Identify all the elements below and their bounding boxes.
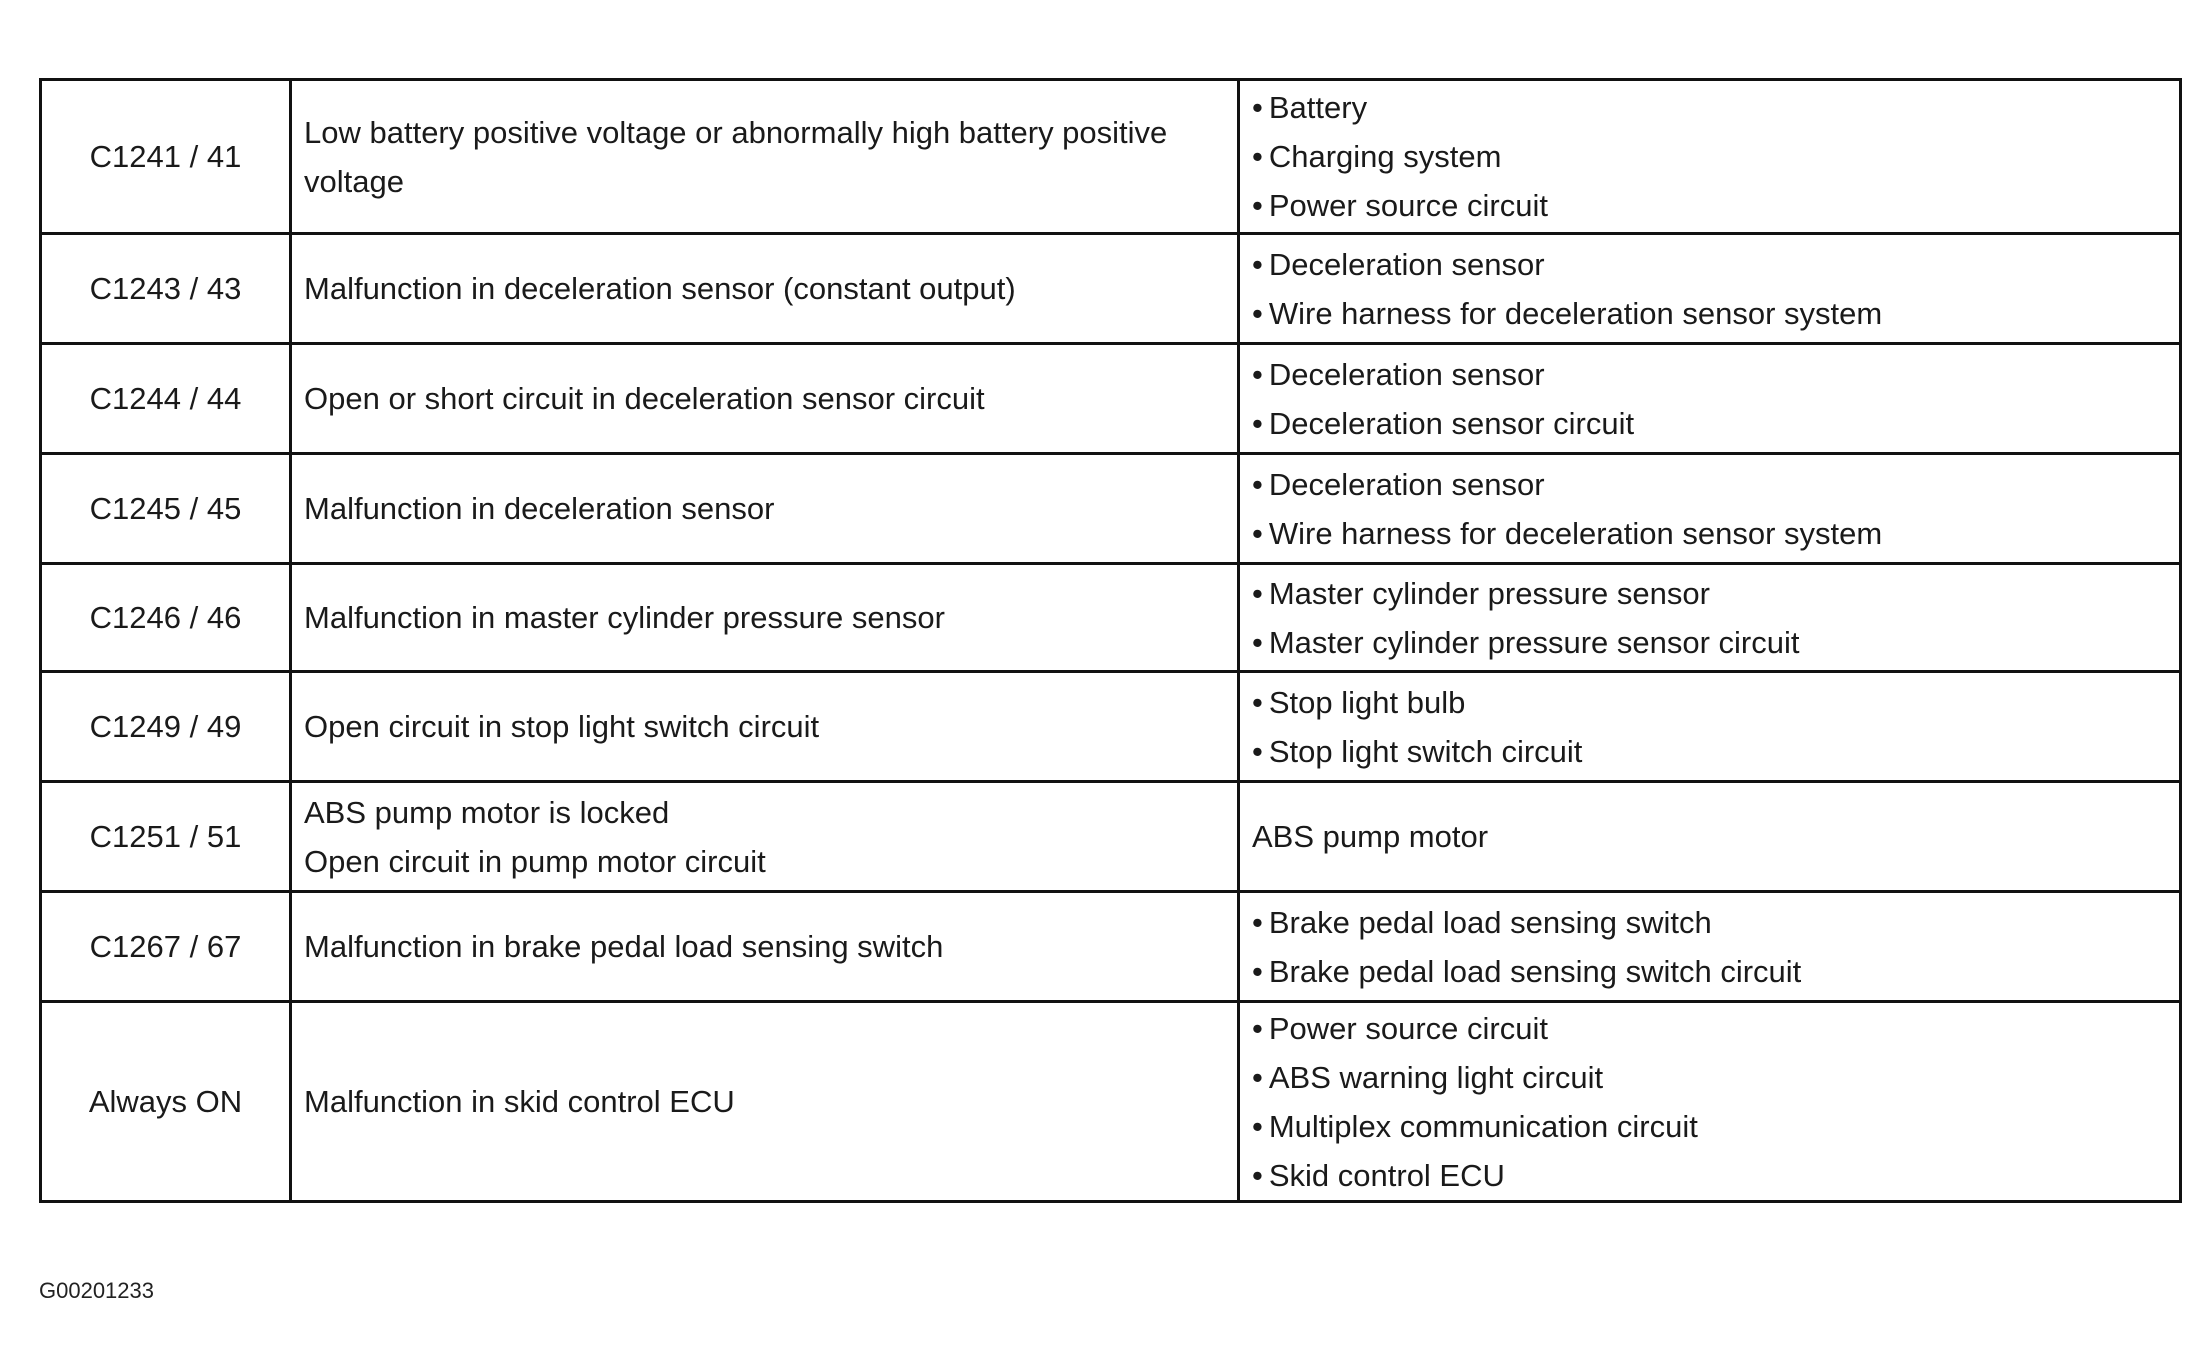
trouble-description-cell xyxy=(291,80,1239,234)
trouble-description-line: Open or short circuit in deceleration sensor circuit xyxy=(304,381,985,416)
trouble-description-cell xyxy=(291,344,1239,454)
trouble-area-cell xyxy=(1239,564,2181,672)
table-row xyxy=(41,564,2181,672)
trouble-area-cell xyxy=(1239,234,2181,344)
dtc-code-cell: C1246 / 46 xyxy=(41,564,291,672)
trouble-area-list xyxy=(1252,1004,2167,1200)
trouble-area-list xyxy=(1252,569,2167,667)
diagnostic-trouble-code-table xyxy=(39,78,2182,1203)
trouble-description-cell xyxy=(291,564,1239,672)
trouble-area-cell xyxy=(1239,672,2181,782)
trouble-area-cell xyxy=(1239,454,2181,564)
table-row xyxy=(41,344,2181,454)
trouble-area-item: • Stop light bulb xyxy=(1252,678,2167,727)
trouble-area-item: • Charging system xyxy=(1252,132,2167,181)
trouble-area-item: • Deceleration sensor xyxy=(1252,460,2167,509)
trouble-description-cell xyxy=(291,1002,1239,1202)
trouble-area-list xyxy=(1252,240,2167,338)
table-row xyxy=(41,454,2181,564)
trouble-description-line: Malfunction in deceleration sensor xyxy=(304,491,775,526)
trouble-description-line: Low battery positive voltage or abnormally high battery positive xyxy=(304,114,1168,150)
trouble-description-cell xyxy=(291,454,1239,564)
trouble-area-item: • Power source circuit xyxy=(1252,181,2167,230)
trouble-area-item: • Deceleration sensor xyxy=(1252,240,2167,289)
dtc-code-cell: C1249 / 49 xyxy=(41,672,291,782)
dtc-table-sheet xyxy=(39,78,2179,1203)
trouble-area-text: ABS pump motor xyxy=(1252,819,1489,854)
trouble-area-item: • Battery xyxy=(1252,83,2167,132)
trouble-area-item: • Power source circuit xyxy=(1252,1004,2167,1053)
trouble-area-item: • Master cylinder pressure sensor xyxy=(1252,569,2167,618)
trouble-area-list xyxy=(1252,898,2167,996)
table-row xyxy=(41,80,2181,234)
trouble-area-item: • Skid control ECU xyxy=(1252,1151,2167,1200)
table-row xyxy=(41,672,2181,782)
table-row xyxy=(41,782,2181,892)
dtc-code-cell: C1244 / 44 xyxy=(41,344,291,454)
table-row xyxy=(41,892,2181,1002)
table-row xyxy=(41,234,2181,344)
trouble-area-list xyxy=(1252,460,2167,558)
trouble-area-item: • ABS warning light circuit xyxy=(1252,1053,2167,1102)
trouble-description-cell xyxy=(291,234,1239,344)
trouble-area-list xyxy=(1252,83,2167,230)
trouble-area-item: • Master cylinder pressure sensor circuit xyxy=(1252,618,2167,667)
trouble-description-line: Open circuit in pump motor circuit xyxy=(304,843,766,879)
trouble-description-cell xyxy=(291,892,1239,1002)
trouble-area-item: • Wire harness for deceleration sensor system xyxy=(1252,289,2167,338)
dtc-code-cell: C1251 / 51 xyxy=(41,782,291,892)
trouble-area-item: • Brake pedal load sensing switch circuit xyxy=(1252,947,2167,996)
trouble-description-line: Malfunction in skid control ECU xyxy=(304,1084,735,1119)
table-row xyxy=(41,1002,2181,1202)
dtc-code-cell: C1241 / 41 xyxy=(41,80,291,234)
trouble-area-item: • Brake pedal load sensing switch xyxy=(1252,898,2167,947)
trouble-area-item: • Stop light switch circuit xyxy=(1252,727,2167,776)
trouble-description-line: ABS pump motor is locked xyxy=(304,794,670,830)
trouble-area-list xyxy=(1252,350,2167,448)
trouble-area-item: • Multiplex communication circuit xyxy=(1252,1102,2167,1151)
trouble-area-cell xyxy=(1239,1002,2181,1202)
trouble-area-item: • Deceleration sensor circuit xyxy=(1252,399,2167,448)
trouble-description-line: Malfunction in brake pedal load sensing switch xyxy=(304,929,944,964)
dtc-code-cell: Always ON xyxy=(41,1002,291,1202)
trouble-area-list xyxy=(1252,678,2167,776)
trouble-description-line: Malfunction in master cylinder pressure sensor xyxy=(304,600,945,635)
figure-id: G00201233 xyxy=(39,1278,154,1303)
trouble-description-line: Open circuit in stop light switch circuit xyxy=(304,709,820,744)
dtc-code-cell: C1267 / 67 xyxy=(41,892,291,1002)
trouble-description-cell xyxy=(291,672,1239,782)
trouble-description-line: voltage xyxy=(304,163,404,199)
trouble-description-cell xyxy=(291,782,1239,892)
trouble-area-cell xyxy=(1239,892,2181,1002)
dtc-code-cell: C1245 / 45 xyxy=(41,454,291,564)
trouble-description-line: Malfunction in deceleration sensor (constant output) xyxy=(304,271,1016,306)
trouble-area-cell xyxy=(1239,344,2181,454)
trouble-area-item: • Wire harness for deceleration sensor system xyxy=(1252,509,2167,558)
trouble-area-cell xyxy=(1239,782,2181,892)
dtc-code-cell: C1243 / 43 xyxy=(41,234,291,344)
dtc-table-body xyxy=(41,80,2181,1202)
trouble-area-item: • Deceleration sensor xyxy=(1252,350,2167,399)
trouble-area-cell xyxy=(1239,80,2181,234)
